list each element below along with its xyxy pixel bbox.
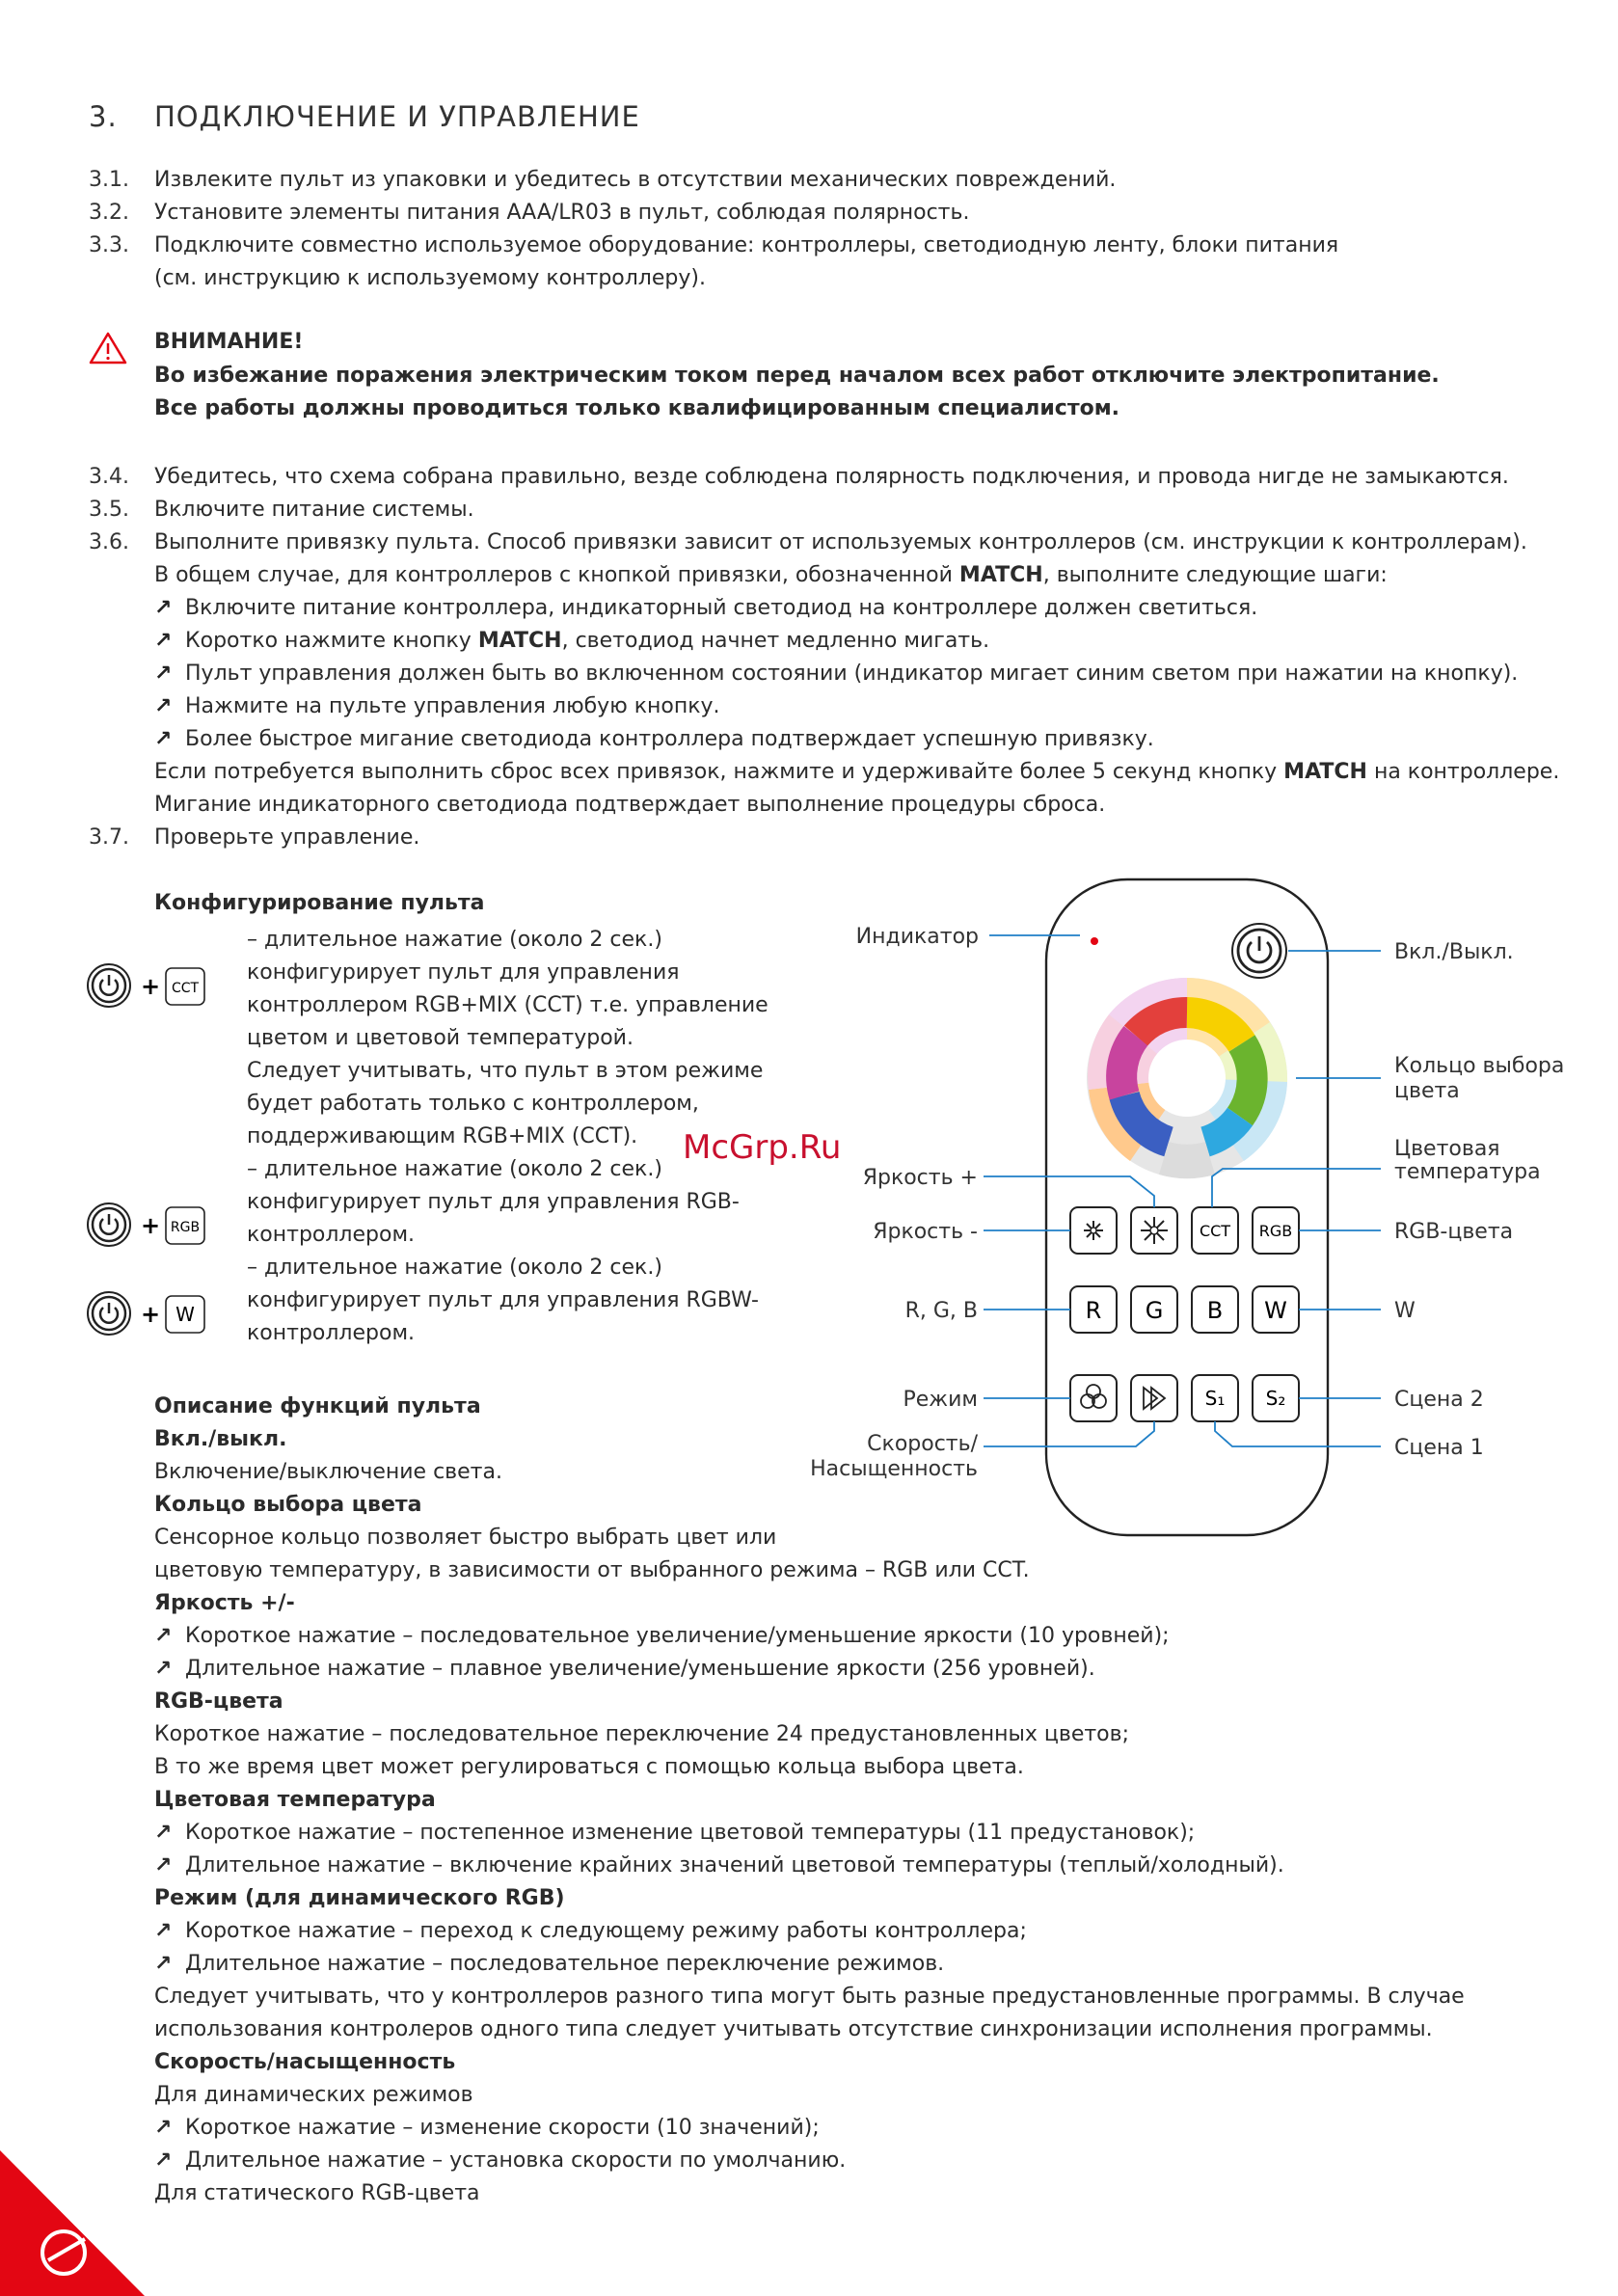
- warning-line-1: Во избежание поражения электрическим током перед началом всех работ отключите электропитание.: [154, 364, 1440, 388]
- step-3-7: [89, 822, 419, 854]
- bullet-text: , светодиод начнет медленно мигать.: [561, 629, 990, 653]
- arrow-bullet-icon: ↗: [154, 596, 173, 620]
- reset-line-2: Мигание индикаторного светодиода подтверждает выполнение процедуры сброса.: [154, 793, 1106, 817]
- bullet-text: Коротко нажмите кнопку: [185, 629, 478, 653]
- bullet-item: [154, 1850, 1465, 1882]
- arrow-bullet-icon: ↗: [154, 694, 173, 718]
- arrow-bullet-icon: ↗: [154, 1821, 173, 1845]
- match-keyword: MATCH: [477, 629, 562, 653]
- bullet-item: [154, 1620, 1465, 1653]
- functions-title: Описание функций пульта: [154, 1394, 481, 1418]
- cct-button[interactable]: [1192, 1207, 1238, 1254]
- speed-text-1: Для динамических режимов: [154, 2083, 473, 2107]
- bullet-text: Нажмите на пульте управления любую кнопку.: [185, 694, 720, 718]
- plus-sign: +: [141, 1212, 161, 1239]
- cct-heading: Цветовая температура: [154, 1788, 436, 1812]
- indicator-led: [1091, 937, 1098, 945]
- w-key-label: W: [175, 1303, 195, 1326]
- bullet-text: Включите питание контроллера, индикаторный светодиод на контроллере должен светиться.: [185, 596, 1258, 620]
- combo-power-w: [85, 1288, 210, 1338]
- text-line: цветом и цветовой температурой.: [247, 1026, 634, 1050]
- bullet-text: Короткое нажатие – переход к следующему режиму работы контроллера;: [185, 1919, 1027, 1943]
- bullet-item: [154, 625, 989, 658]
- speed-text-2: Для статического RGB-цвета: [154, 2181, 480, 2205]
- text-line: конфигурирует пульт для управления: [247, 960, 680, 985]
- r-button-label: R: [1085, 1297, 1102, 1324]
- label-cct-1: Цветовая: [1394, 1137, 1500, 1161]
- reset-line: [154, 756, 1559, 789]
- watermark: McGrp.Ru: [683, 1128, 842, 1167]
- corner-brand-mark: [0, 2150, 145, 2296]
- step-text: Установите элементы питания AAA/LR03 в пульт, соблюдая полярность.: [154, 201, 970, 225]
- mode-text-2: использования контролеров одного типа следует учитывать отсутствие синхронизации исполнения программы.: [154, 2017, 1433, 2041]
- warning-title: ВНИМАНИЕ!: [154, 330, 304, 354]
- section-title: [89, 100, 640, 133]
- rgb-heading: RGB-цвета: [154, 1689, 283, 1714]
- bullet-text: Короткое нажатие – последовательное увеличение/уменьшение яркости (10 уровней);: [185, 1624, 1170, 1648]
- arrow-bullet-icon: ↗: [154, 1624, 173, 1648]
- speed-heading: Скорость/насыщенность: [154, 2050, 456, 2074]
- arrow-bullet-icon: ↗: [154, 1657, 173, 1681]
- warning-line-2: Все работы должны проводиться только квалифицированным специалистом.: [154, 396, 1120, 420]
- mode-heading: Режим (для динамического RGB): [154, 1886, 565, 1910]
- arrow-bullet-icon: ↗: [154, 727, 173, 751]
- step-3-5: [89, 494, 474, 527]
- bullet-item: [154, 658, 1518, 690]
- bullet-item: [154, 723, 1154, 756]
- text: на контроллере.: [1366, 760, 1560, 784]
- step-3-1: [89, 164, 1116, 197]
- label-cct-2: температура: [1394, 1160, 1541, 1184]
- arrow-bullet-icon: ↗: [154, 1853, 173, 1877]
- onoff-heading: Вкл./выкл.: [154, 1427, 287, 1451]
- label-rgb-keys: R, G, B: [904, 1299, 978, 1323]
- label-speed-1: Скорость/: [867, 1432, 978, 1456]
- match-keyword: MATCH: [958, 563, 1043, 587]
- step-text: Извлеките пульт из упаковки и убедитесь в отсутствии механических повреждений.: [154, 168, 1117, 192]
- ring-heading: Кольцо выбора цвета: [154, 1493, 422, 1517]
- b-button-label: B: [1206, 1297, 1224, 1324]
- text-line: поддерживающим RGB+MIX (CCT).: [247, 1124, 638, 1148]
- bullet-text: Короткое нажатие – постепенное изменение цветовой температуры (11 предустановок);: [185, 1821, 1196, 1845]
- plus-sign: +: [141, 973, 161, 1000]
- bullet-item: [154, 690, 720, 723]
- arrow-bullet-icon: ↗: [154, 1919, 173, 1943]
- step-3-6-line-2: [154, 559, 1388, 592]
- bullet-text: Длительное нажатие – включение крайних значений цветовой температуры (теплый/холодный).: [185, 1853, 1284, 1877]
- step-number: 3.5.: [89, 498, 129, 522]
- bullet-text: Длительное нажатие – установка скорости по умолчанию.: [185, 2148, 847, 2173]
- warning-icon: [89, 332, 127, 365]
- bullet-text: Более быстрое мигание светодиода контроллера подтверждает успешную привязку.: [185, 727, 1154, 751]
- text-line: – длительное нажатие (около 2 сек.): [247, 1256, 662, 1280]
- text-line: конфигурирует пульт для управления RGBW-: [247, 1288, 759, 1312]
- arrow-bullet-icon: ↗: [154, 662, 173, 686]
- remote-power-button[interactable]: [1232, 924, 1286, 978]
- text-line: контроллером.: [247, 1223, 416, 1247]
- bullet-item: [154, 1915, 1465, 1948]
- step-number: 3.7.: [89, 825, 129, 850]
- bullet-item: [154, 1817, 1465, 1850]
- step-3-3-continued: (см. инструкцию к используемому контроллеру).: [154, 266, 706, 290]
- arrow-bullet-icon: ↗: [154, 1952, 173, 1976]
- cct-key-label: CCT: [171, 981, 200, 996]
- color-ring[interactable]: [1087, 978, 1287, 1178]
- step-number: 3.2.: [89, 201, 129, 225]
- rgb-text-2: В то же время цвет может регулироваться с помощью кольца выбора цвета.: [154, 1755, 1024, 1779]
- label-indicator: Индикатор: [855, 925, 979, 949]
- ring-text-2: цветовую температуру, в зависимости от выбранного режима – RGB или CCT.: [154, 1558, 1030, 1582]
- step-text: Подключите совместно используемое оборудование: контроллеры, светодиодную ленту, блоки питания: [154, 233, 1339, 257]
- bullet-text: Длительное нажатие – последовательное переключение режимов.: [185, 1952, 945, 1976]
- label-brightness-minus: Яркость -: [873, 1220, 978, 1244]
- label-ring-1: Кольцо выбора: [1394, 1054, 1565, 1078]
- text: В общем случае, для контроллеров с кнопкой привязки, обозначенной: [154, 563, 959, 587]
- match-keyword: MATCH: [1283, 760, 1367, 784]
- text: , выполните следующие шаги:: [1042, 563, 1388, 587]
- label-scene-2: Сцена 2: [1394, 1388, 1484, 1412]
- step-3-2: [89, 197, 969, 230]
- power-icon: [88, 1203, 130, 1246]
- step-3-6: [89, 527, 1527, 559]
- config-title: Конфигурирование пульта: [154, 891, 485, 915]
- onoff-text: Включение/выключение света.: [154, 1460, 502, 1484]
- rgb-button-label: RGB: [1258, 1222, 1293, 1240]
- plus-sign: +: [141, 1301, 161, 1328]
- step-3-4: [89, 461, 1509, 494]
- step-text: Проверьте управление.: [154, 825, 420, 850]
- s2-button-label: S₂: [1265, 1387, 1286, 1410]
- step-text: Выполните привязку пульта. Способ привязки зависит от используемых контроллеров (см. инструкции к контроллерам).: [154, 530, 1527, 554]
- bullet-item: [154, 1653, 1465, 1686]
- section-title-text: ПОДКЛЮЧЕНИЕ И УПРАВЛЕНИЕ: [154, 100, 640, 133]
- label-brightness-plus: Яркость +: [862, 1166, 978, 1190]
- g-button-label: G: [1145, 1297, 1164, 1324]
- bullet-item: [154, 592, 1257, 625]
- section-number: 3.: [89, 100, 118, 133]
- bullet-text: Длительное нажатие – плавное увеличение/уменьшение яркости (256 уровней).: [185, 1657, 1095, 1681]
- rgb-text-1: Короткое нажатие – последовательное переключение 24 предустановленных цветов;: [154, 1722, 1130, 1746]
- arrow-bullet-icon: ↗: [154, 629, 173, 653]
- step-number: 3.3.: [89, 233, 129, 257]
- bullet-item: [154, 2112, 1465, 2145]
- bullet-item: [154, 2145, 1465, 2177]
- step-number: 3.6.: [89, 530, 129, 554]
- label-scene-1: Сцена 1: [1394, 1436, 1484, 1460]
- combo-power-rgb: [85, 1200, 210, 1250]
- text-line: контроллером RGB+MIX (CCT) т.е. управление: [247, 993, 769, 1017]
- arrow-bullet-icon: ↗: [154, 2148, 173, 2173]
- text-line: конфигурирует пульт для управления RGB-: [247, 1190, 740, 1214]
- step-number: 3.1.: [89, 168, 129, 192]
- bullet-item: [154, 1948, 1465, 1981]
- b-button[interactable]: [1192, 1286, 1238, 1333]
- rgb-key-label: RGB: [170, 1220, 201, 1235]
- mode-text-1: Следует учитывать, что у контроллеров разного типа могут быть разные предустановленные программы. В случае: [154, 1985, 1465, 2009]
- w-button[interactable]: [1253, 1286, 1299, 1333]
- text-line: – длительное нажатие (около 2 сек.): [247, 1157, 662, 1181]
- brightness-plus-button[interactable]: [1131, 1207, 1177, 1254]
- brightness-heading: Яркость +/-: [154, 1591, 295, 1615]
- functions-section: [154, 1391, 1465, 2210]
- w-button-label: W: [1264, 1297, 1287, 1324]
- ring-text-1: Сенсорное кольцо позволяет быстро выбрать цвет или: [154, 1526, 777, 1550]
- label-speed-2: Насыщенность: [810, 1457, 978, 1481]
- step-text: Включите питание системы.: [154, 498, 474, 522]
- rgb-button[interactable]: [1253, 1207, 1299, 1254]
- step-number: 3.4.: [89, 465, 129, 489]
- combo-power-cct: [85, 960, 210, 1011]
- label-power: Вкл./Выкл.: [1394, 940, 1514, 964]
- power-icon: [88, 964, 130, 1007]
- arrow-bullet-icon: ↗: [154, 2116, 173, 2140]
- step-3-3: [89, 230, 1338, 262]
- bullet-text: Пульт управления должен быть во включенном состоянии (индикатор мигает синим светом при нажатии на кнопку).: [185, 662, 1519, 686]
- label-w: W: [1394, 1299, 1416, 1323]
- text-line: Следует учитывать, что пульт в этом режиме: [247, 1059, 764, 1083]
- r-button[interactable]: [1070, 1286, 1117, 1333]
- g-button[interactable]: [1131, 1286, 1177, 1333]
- s1-button-label: S₁: [1204, 1387, 1226, 1410]
- brightness-minus-button[interactable]: [1070, 1207, 1117, 1254]
- text-line: будет работать только с контроллером,: [247, 1092, 699, 1116]
- step-text: Убедитесь, что схема собрана правильно, везде соблюдена полярность подключения, и провода нигде не замыкаются.: [154, 465, 1509, 489]
- label-mode: Режим: [903, 1388, 978, 1412]
- cct-button-label: CCT: [1199, 1222, 1231, 1240]
- bullet-text: Короткое нажатие – изменение скорости (10 значений);: [185, 2116, 820, 2140]
- text-line: контроллером.: [247, 1321, 416, 1345]
- label-rgb-colors: RGB-цвета: [1394, 1220, 1514, 1244]
- text-line: – длительное нажатие (около 2 сек.): [247, 928, 662, 952]
- label-ring-2: цвета: [1394, 1079, 1460, 1103]
- text: Если потребуется выполнить сброс всех привязок, нажмите и удерживайте более 5 секунд кнопку: [154, 760, 1284, 784]
- power-icon: [88, 1292, 130, 1335]
